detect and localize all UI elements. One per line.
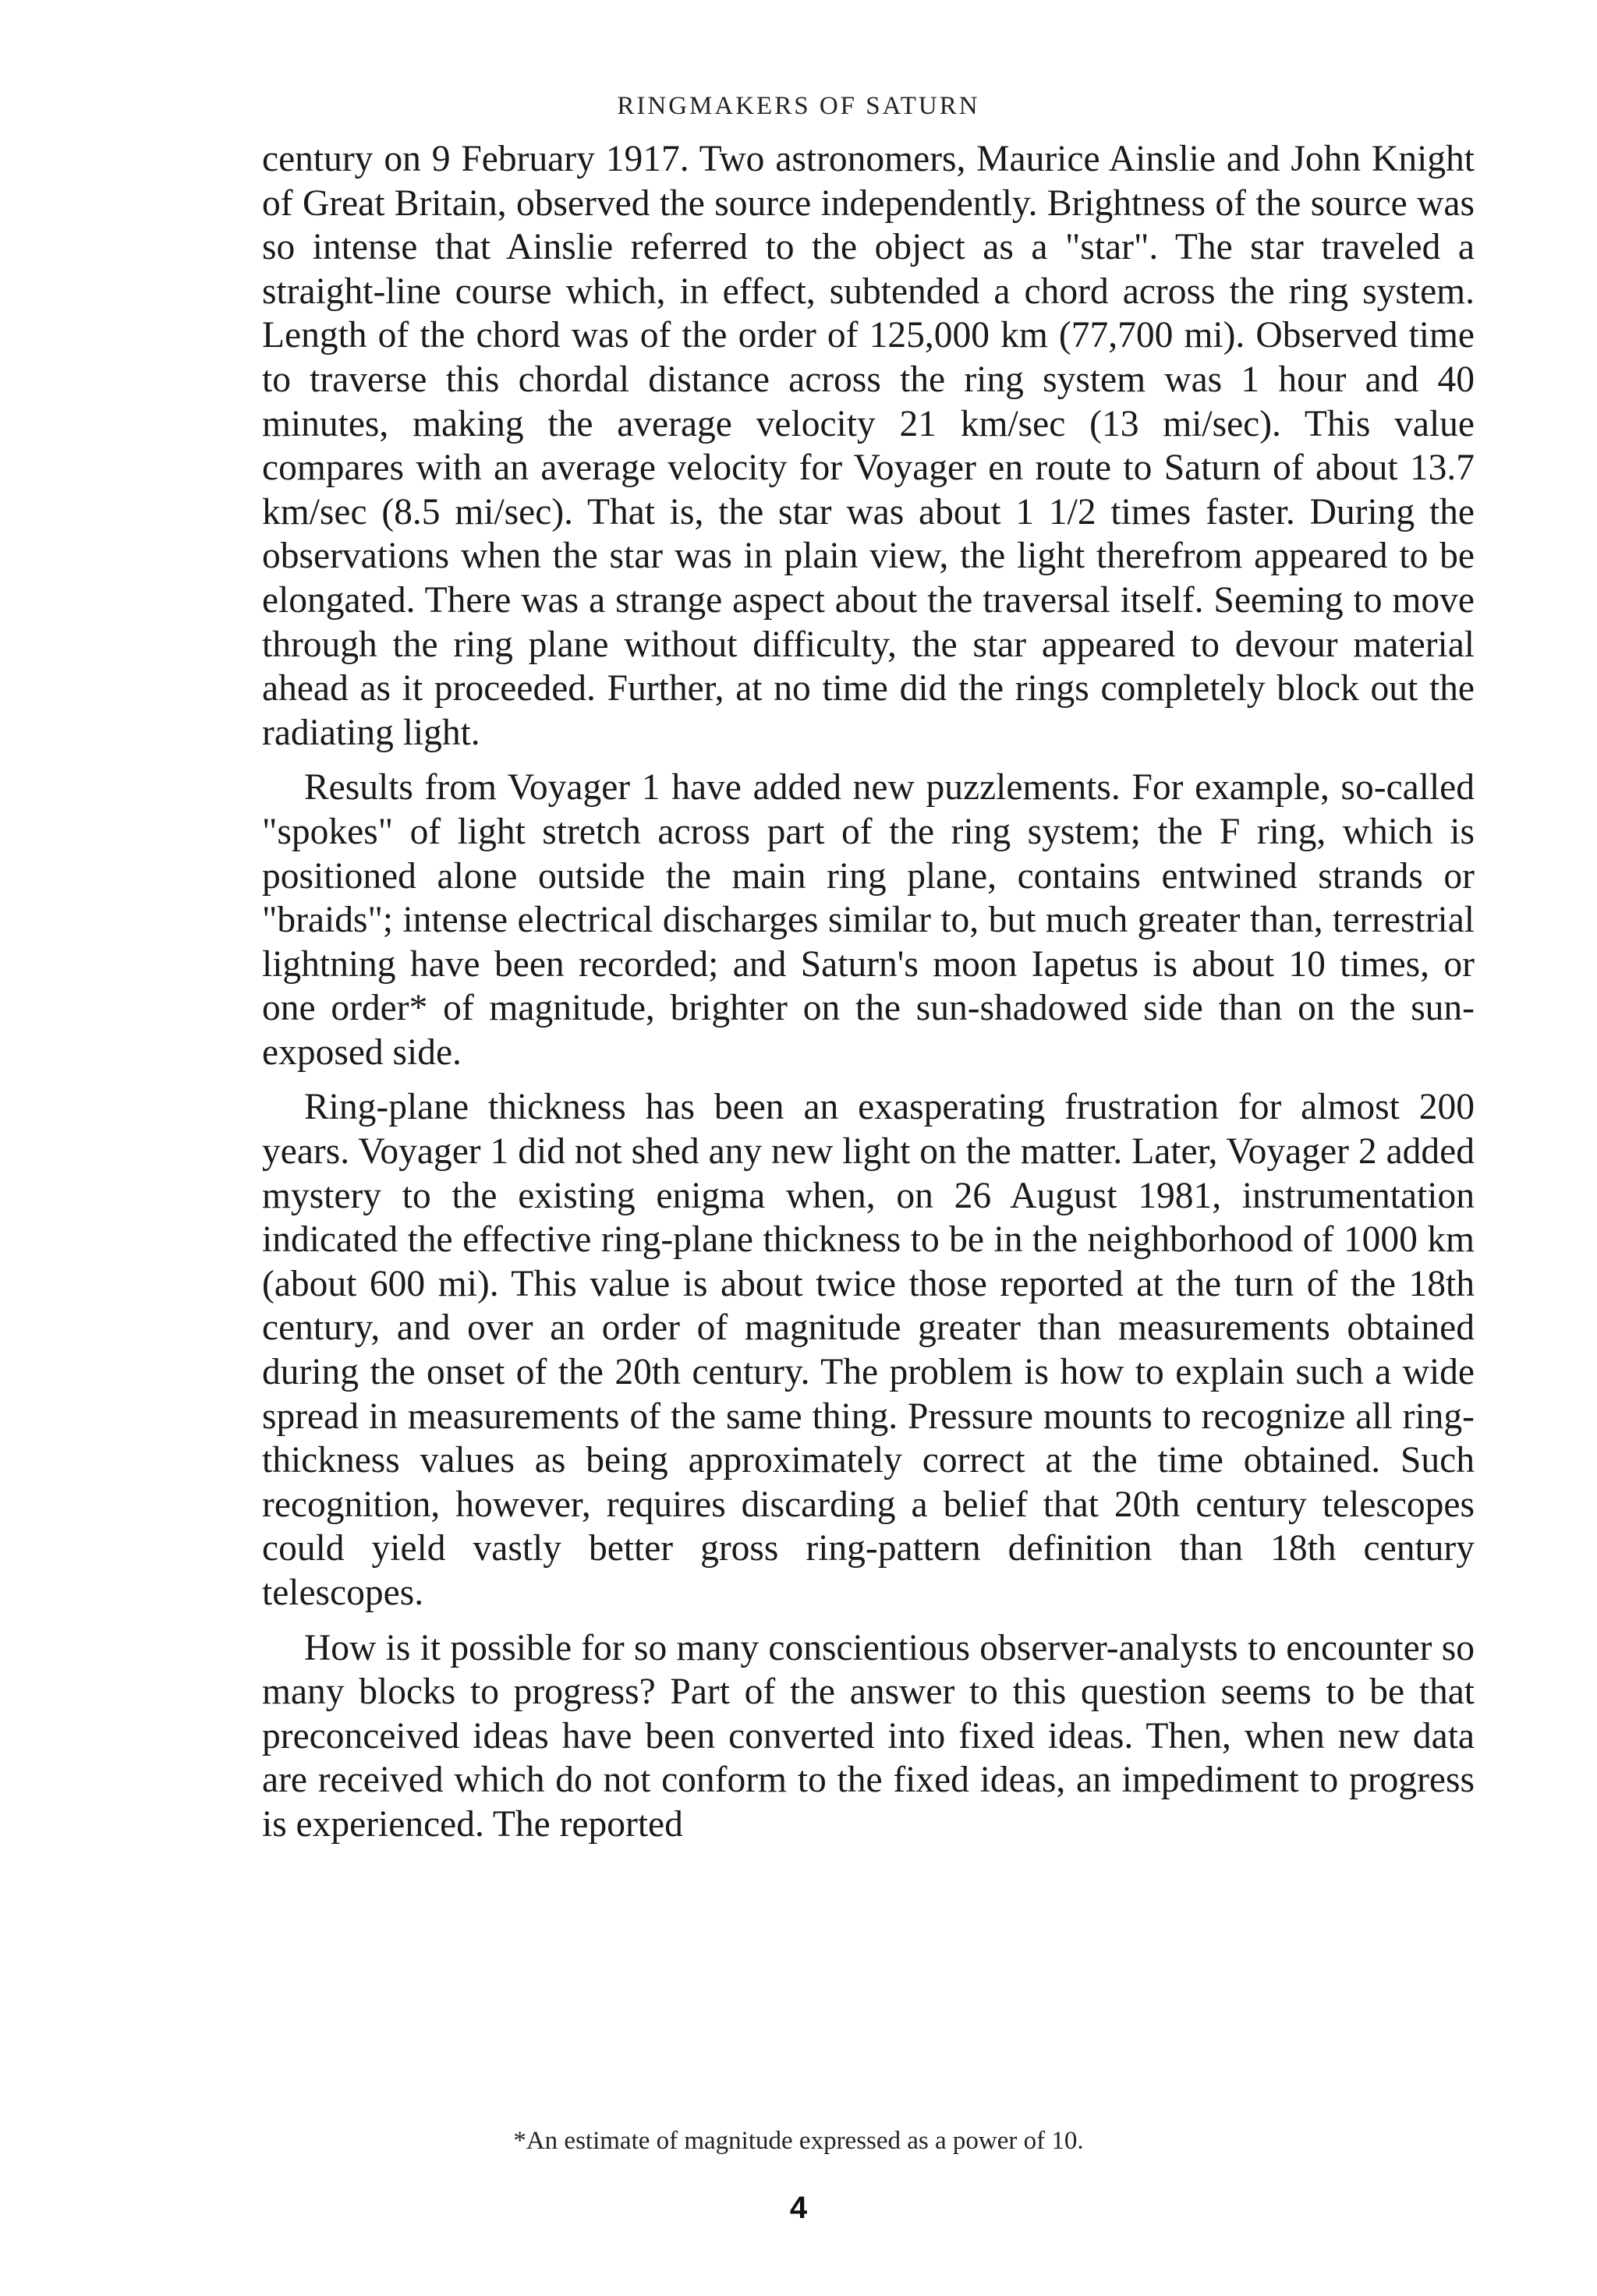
running-head: RINGMAKERS OF SATURN <box>617 92 980 120</box>
paragraph-2: Results from Voyager 1 have added new puzzlements. For example, so-called "spokes" of light stretch across part of the ring system; the F ring, which is positioned alone outside the main ring plane, contains entwined strands or "braids"; intense electrical discharges similar to, but much greater than, terrestrial lightning have been recorded; and Saturn's moon Iapetus is about 10 times, or one order* of magnitude, brighter on the sun-shadowed side than on the sun-exposed side. <box>262 767 1475 1073</box>
paragraph-3: Ring-plane thickness has been an exasperating frustration for almost 200 years. Voyager 1 did not shed any new light on the matter. Later, Voyager 2 added mystery to the existing enigma when, on 26 August 1981, instrumentation indicated the effective ring-plane thickness to be in the neighborhood of 1000 km (about 600 mi). This value is about twice those reported at the turn of the 18th century, and over an order of magnitude greater than measurements obtained during the onset of the 20th century. The problem is how to explain such a wide spread in measurements of the same thing. Pressure mounts to recognize all ring-thickness values as being approximately correct at the time obtained. Such recognition, however, requires discarding a belief that 20th century telescopes could yield vastly better gross ring-pattern definition than 18th century telescopes. <box>262 1087 1475 1613</box>
body-text <box>262 137 1475 1847</box>
footnote: *An estimate of magnitude expressed as a power of 10. <box>513 2127 1084 2155</box>
page-number: 4 <box>789 2191 808 2225</box>
paragraph-4: How is it possible for so many conscientious observer-analysts to encounter so many blocks to progress? Part of the answer to this question seems to be that preconceived ideas have been converted into fixed ideas. Then, when new data are received which do not conform to the fixed ideas, an impediment to progress is experienced. The reported <box>262 1627 1475 1845</box>
paragraph-1: century on 9 February 1917. Two astronomers, Maurice Ainslie and John Knight of Great Britain, observed the source independently. Brightness of the source was so intense that Ainslie referred to the object as a "star". The star traveled a straight-line course which, in effect, subtended a chord across the ring system. Length of the chord was of the order of 125,000 km (77,700 mi). Observed time to traverse this chordal distance across the ring system was 1 hour and 40 minutes, making the average velocity 21 km/sec (13 mi/sec). This value compares with an average velocity for Voyager en route to Saturn of about 13.7 km/sec (8.5 mi/sec). That is, the star was about 1 1/2 times faster. During the observations when the star was in plain view, the light therefrom appeared to be elongated. There was a strange aspect about the traversal itself. Seeming to move through the ring plane without difficulty, the star appeared to devour material ahead as it proceeded. Further, at no time did the rings completely block out the radiating light. <box>262 139 1475 753</box>
